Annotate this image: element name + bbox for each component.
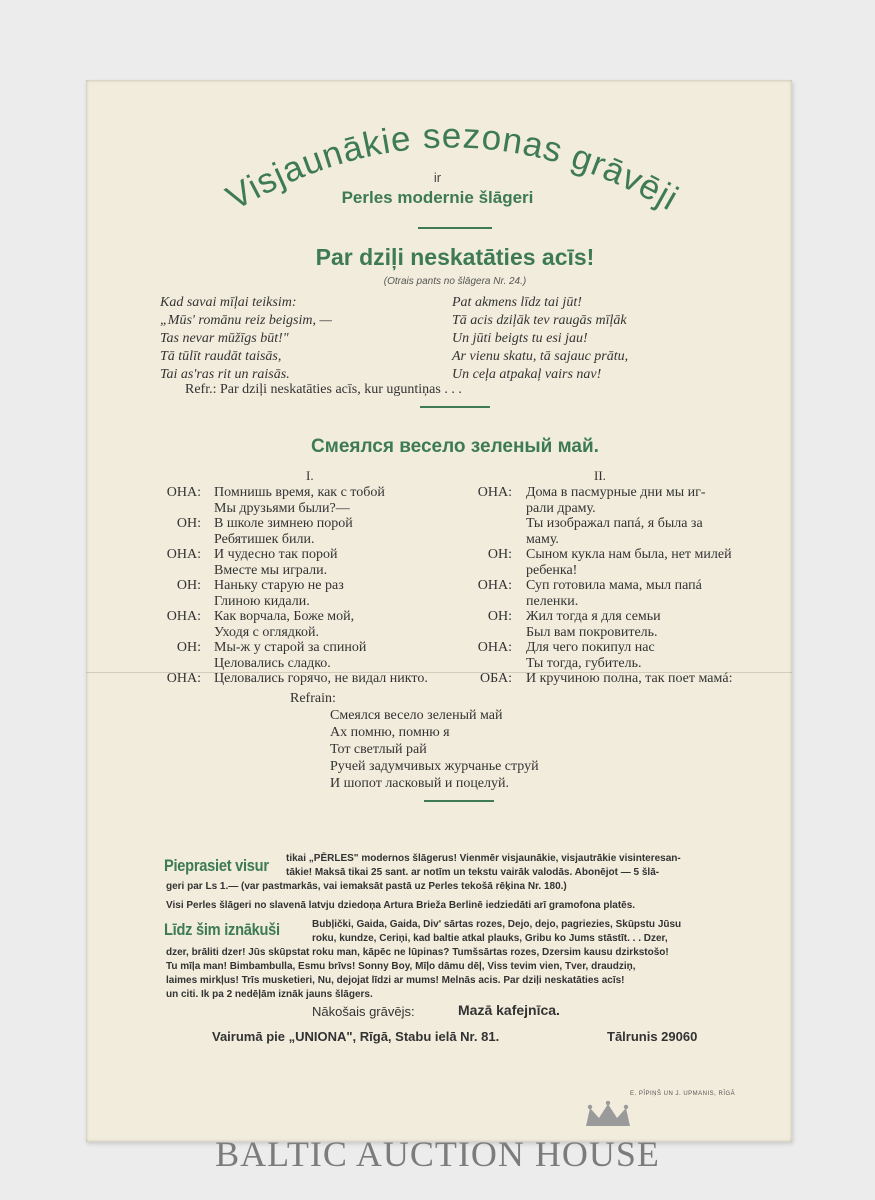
ad-pieprasiet-text-3: geri par Ls 1.— (var pastmarkās, vai iemaksāt pastā uz Perles tekošā rēķina Nr. 180.)	[166, 881, 567, 892]
song2-refrain-label: Refrain:	[290, 691, 336, 706]
dialogue-line: пеленки.	[526, 593, 579, 609]
divider-2	[420, 406, 490, 408]
ad-issued-line-3: dzer, brāliti dzer! Jūs skūpstat roku man, kāpēc ne lūpinas? Tumšsārtas rozes, Dzersim kausu dzirkstošo!	[166, 947, 669, 958]
speaker-label: ОНА:	[477, 578, 512, 593]
verse-line: Tā tūlīt raudāt taisās,	[160, 349, 282, 364]
refrain-line: И шопот ласковый и поцелуй.	[330, 776, 509, 791]
verse-line: Pat akmens līdz tai jūt!	[452, 295, 582, 310]
dialogue-line: Ты тогда, губитель.	[526, 655, 642, 671]
dialogue-line: Помнишь время, как с тобой	[214, 485, 385, 500]
dialogue-line: Ты изображал папá, я была за	[526, 516, 703, 531]
speaker-label: ОНА:	[166, 547, 201, 562]
next-hit-label: Nākošais grāvējs:	[312, 1004, 415, 1019]
dialogue-line: Для чего покипул нас	[526, 640, 655, 655]
song1-note: (Otrais pants no šlāgera Nr. 24.)	[383, 276, 527, 287]
dialogue-line: И чудесно так порой	[214, 547, 338, 562]
sales-line: Vairumā pie „UNIONA", Rīgā, Stabu ielā Nr. 81.	[212, 1029, 500, 1044]
dialogue-line: ребенка!	[526, 562, 578, 578]
speaker-label: ОНА:	[477, 485, 512, 500]
dialogue-line: И кручиною полна, так поет мамá:	[526, 671, 733, 686]
dialogue-line: Дома в пасмурные дни мы иг-	[526, 485, 706, 500]
speaker-label: ОНА:	[166, 485, 201, 500]
dialogue-line: Вместе мы играли.	[214, 562, 328, 578]
dialogue-line: Суп готовила мама, мыл папá	[526, 578, 702, 593]
ad-line: tikai „PĒRLES" modernos šlāgerus! Vienmēr visjaunākie, visjautrākie visinteresan-	[286, 853, 681, 864]
verse-line: Tā acis dziļāk tev raugās mīļāk	[452, 313, 627, 328]
song1-refrain: Refr.: Par dziļi neskatāties acīs, kur uguntiņas . . .	[185, 382, 462, 397]
watermark-text: BALTIC AUCTION HOUSE	[215, 1134, 660, 1174]
verse-line: Ar vienu skatu, tā sajauc prātu,	[452, 349, 629, 364]
dialogue-line: Целовались горячо, не видал никто.	[214, 671, 428, 686]
dialogue-line: Сыном кукла нам была, нет милей	[526, 547, 732, 562]
song2-refrain	[330, 707, 539, 792]
ad-issued-line-6: un citi. Ik pa 2 nedēļām iznāk jauns šlāgers.	[166, 989, 373, 1000]
speaker-label: ОН:	[176, 516, 201, 531]
divider-3	[424, 800, 494, 802]
header-subtitle: Perles modernie šlāgeri	[341, 188, 534, 207]
speaker-label: ОН:	[487, 609, 512, 624]
dialogue-line: Глиною кидали.	[214, 593, 310, 609]
speaker-label: ОН:	[487, 547, 512, 562]
dialogue-line: рали драму.	[526, 500, 596, 516]
part1-label: I.	[306, 468, 314, 483]
dialogue-line: Как ворчала, Боже мой,	[214, 609, 355, 624]
dialogue-line: маму.	[526, 531, 559, 547]
dialogue-line: Ребятишек били.	[214, 531, 315, 547]
dialogue-line: Наньку старую не раз	[214, 578, 344, 593]
ad-issued-line-5: laimes mirkļus! Trīs musketieri, Nu, dejojat līdzi ar mums! Melnās acis. Par dziļi neskatāties acīs!	[166, 975, 625, 986]
speaker-label: ОНА:	[477, 640, 512, 655]
ad-issued-line-4: Tu mīļa man! Bimbambulla, Esmu brīvs! Sonny Boy, Mīļo dāmu dēļ, Viss tevim vien, Tver, draudziņ,	[166, 961, 636, 972]
ad-issued-heading: Līdz šim iznākuši	[164, 920, 280, 939]
part2-label: II.	[594, 468, 606, 483]
refrain-line: Тот светлый рай	[330, 742, 427, 757]
song1-left-verse	[160, 294, 332, 384]
ad-pieprasiet-heading: Pieprasiet visur	[164, 856, 269, 875]
refrain-line: Ах помню, помню я	[330, 725, 450, 740]
dialogue-line: Уходя с оглядкой.	[214, 624, 320, 640]
crown-icon	[582, 1100, 634, 1130]
verse-line: Tas nevar mūžīgs būt!"	[160, 331, 289, 346]
speaker-label: ОН:	[176, 640, 201, 655]
verse-line: „Mūs' romānu reiz beigsim, —	[160, 313, 332, 328]
ad-issued-line-2: roku, kundze, Ceriņi, kad baltie atkal plauks, Gribu ko Jums stāstīt. . . Dzer,	[312, 933, 668, 944]
phone-number: Tālrunis 29060	[607, 1029, 698, 1044]
verse-line: Tai as'ras rit un raisās.	[160, 367, 290, 382]
dialogue-line: Мы друзьями были?—	[214, 500, 350, 516]
song1-right-verse	[452, 294, 628, 384]
speaker-label: ОН:	[176, 578, 201, 593]
dialogue-line: В школе зимнею порой	[214, 516, 353, 531]
verse-line: Un ceļa atpakaļ vairs nav!	[452, 367, 602, 382]
dialogue-line: Мы-ж у старой за спиной	[214, 640, 367, 655]
dialogue-line: Жил тогда я для семьи	[526, 609, 661, 624]
speaker-label: ОНА:	[166, 609, 201, 624]
song2-title: Смеялся весело зеленый май.	[311, 436, 599, 457]
printer-imprint: E. PĪPIŅŠ UN J. UPMANIS, RĪGĀ	[630, 1091, 736, 1097]
dialogue-line: Был вам покровитель.	[526, 624, 658, 640]
refrain-line: Смеялся весело зеленый май	[330, 708, 503, 723]
arched-title-text: Visjaunākie sezonas grāvēji	[219, 116, 686, 219]
speaker-label: ОНА:	[166, 671, 201, 686]
ad-issued-line-1: Bubļički, Gaida, Gaida, Div' sārtas rozes, Dejo, dejo, pagriezies, Skūpstu Jūsu	[312, 919, 682, 930]
speaker-label: ОБА:	[480, 671, 512, 686]
song1-title: Par dziļi neskatāties acīs!	[315, 244, 595, 270]
next-hit-title: Mazā kafejnīca.	[458, 1002, 560, 1018]
ad-records-line: Visi Perles šlāgeri no slavenā latvju dziedoņa Artura Brieža Berlinē iedziedāti arī gramofona platēs.	[166, 900, 636, 911]
refrain-line: Ручей задумчивых журчанье струй	[330, 759, 539, 774]
divider-1	[418, 227, 492, 229]
ad-line: tākie! Maksā tikai 25 sant. ar notīm un tekstu vairāk valodās. Abonējot — 5 šlā-	[286, 867, 660, 878]
verse-line: Un jūti beigts tu esi jau!	[452, 331, 588, 346]
dialogue-line: Целовались сладко.	[214, 655, 331, 671]
header-ir: ir	[433, 170, 442, 185]
verse-line: Kad savai mīļai teiksim:	[160, 295, 297, 310]
ad-pieprasiet-text	[286, 852, 756, 880]
